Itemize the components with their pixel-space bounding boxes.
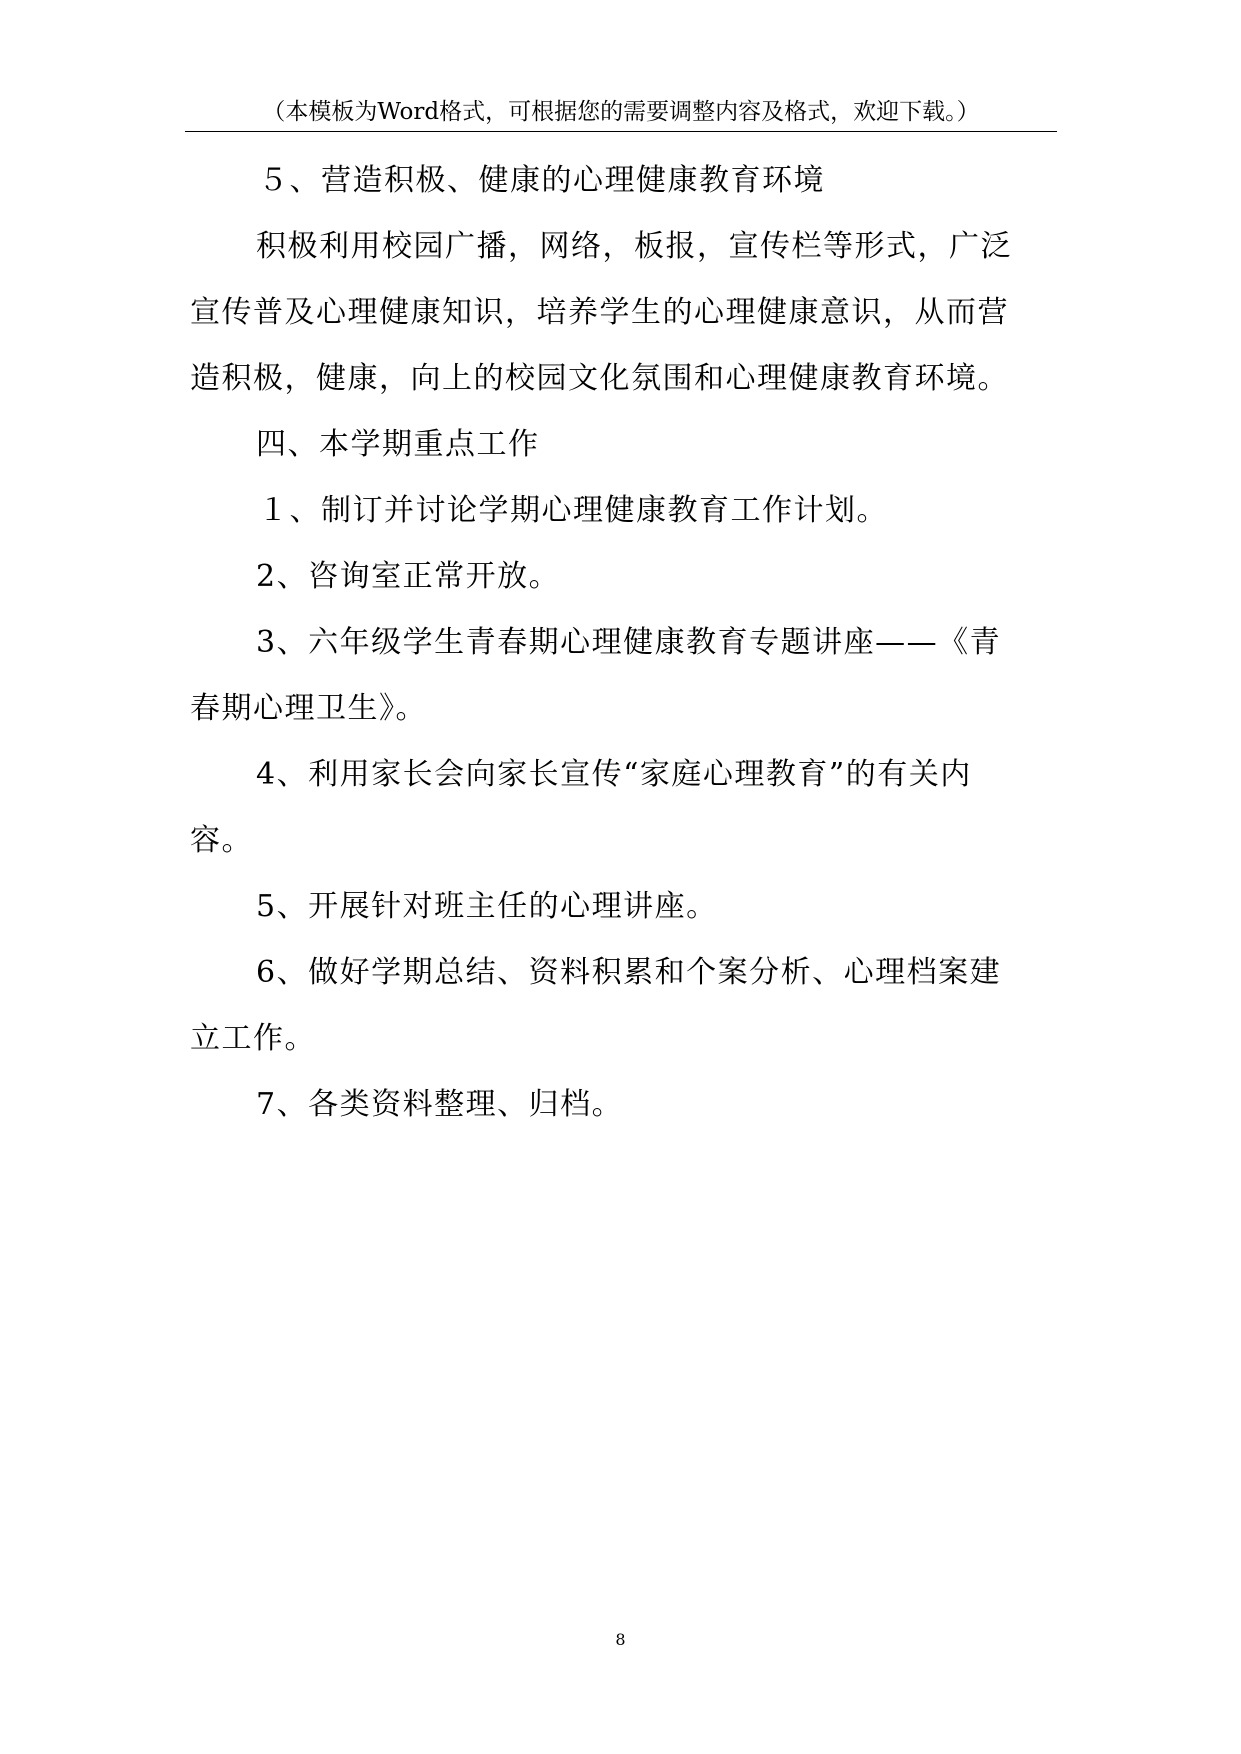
list-item: 3、六年级学生青春期心理健康教育专题讲座——《青 bbox=[256, 625, 1002, 660]
list-item: １、制订并讨论学期心理健康教育工作计划。 bbox=[258, 493, 888, 528]
list-item: 5、开展针对班主任的心理讲座。 bbox=[256, 889, 718, 924]
paragraph-line: 宣传普及心理健康知识，培养学生的心理健康意识，从而营 bbox=[190, 295, 1009, 330]
document-body bbox=[190, 148, 1070, 1138]
list-item-continuation: 立工作。 bbox=[190, 1021, 316, 1056]
list-item-continuation: 容。 bbox=[190, 823, 253, 858]
section-heading-environment: ５、营造积极、健康的心理健康教育环境 bbox=[258, 163, 825, 198]
header-note: （本模板为Word格式，可根据您的需要调整内容及格式，欢迎下载。） bbox=[262, 99, 980, 125]
paragraph-line: 造积极，健康，向上的校园文化氛围和心理健康教育环境。 bbox=[190, 361, 1009, 396]
list-item: 6、做好学期总结、资料积累和个案分析、心理档案建 bbox=[256, 955, 1002, 990]
list-item: 4、利用家长会向家长宣传“家庭心理教育”的有关内 bbox=[256, 757, 972, 792]
header-divider bbox=[185, 131, 1057, 132]
list-item: 2、咨询室正常开放。 bbox=[256, 559, 561, 594]
paragraph-line: 积极利用校园广播，网络，板报，宣传栏等形式，广泛 bbox=[256, 229, 1012, 264]
list-item: 7、各类资料整理、归档。 bbox=[256, 1087, 624, 1122]
page-number: 8 bbox=[615, 1630, 626, 1649]
list-item-continuation: 春期心理卫生》。 bbox=[190, 691, 427, 726]
section-heading-key-work: 四、本学期重点工作 bbox=[256, 427, 540, 462]
